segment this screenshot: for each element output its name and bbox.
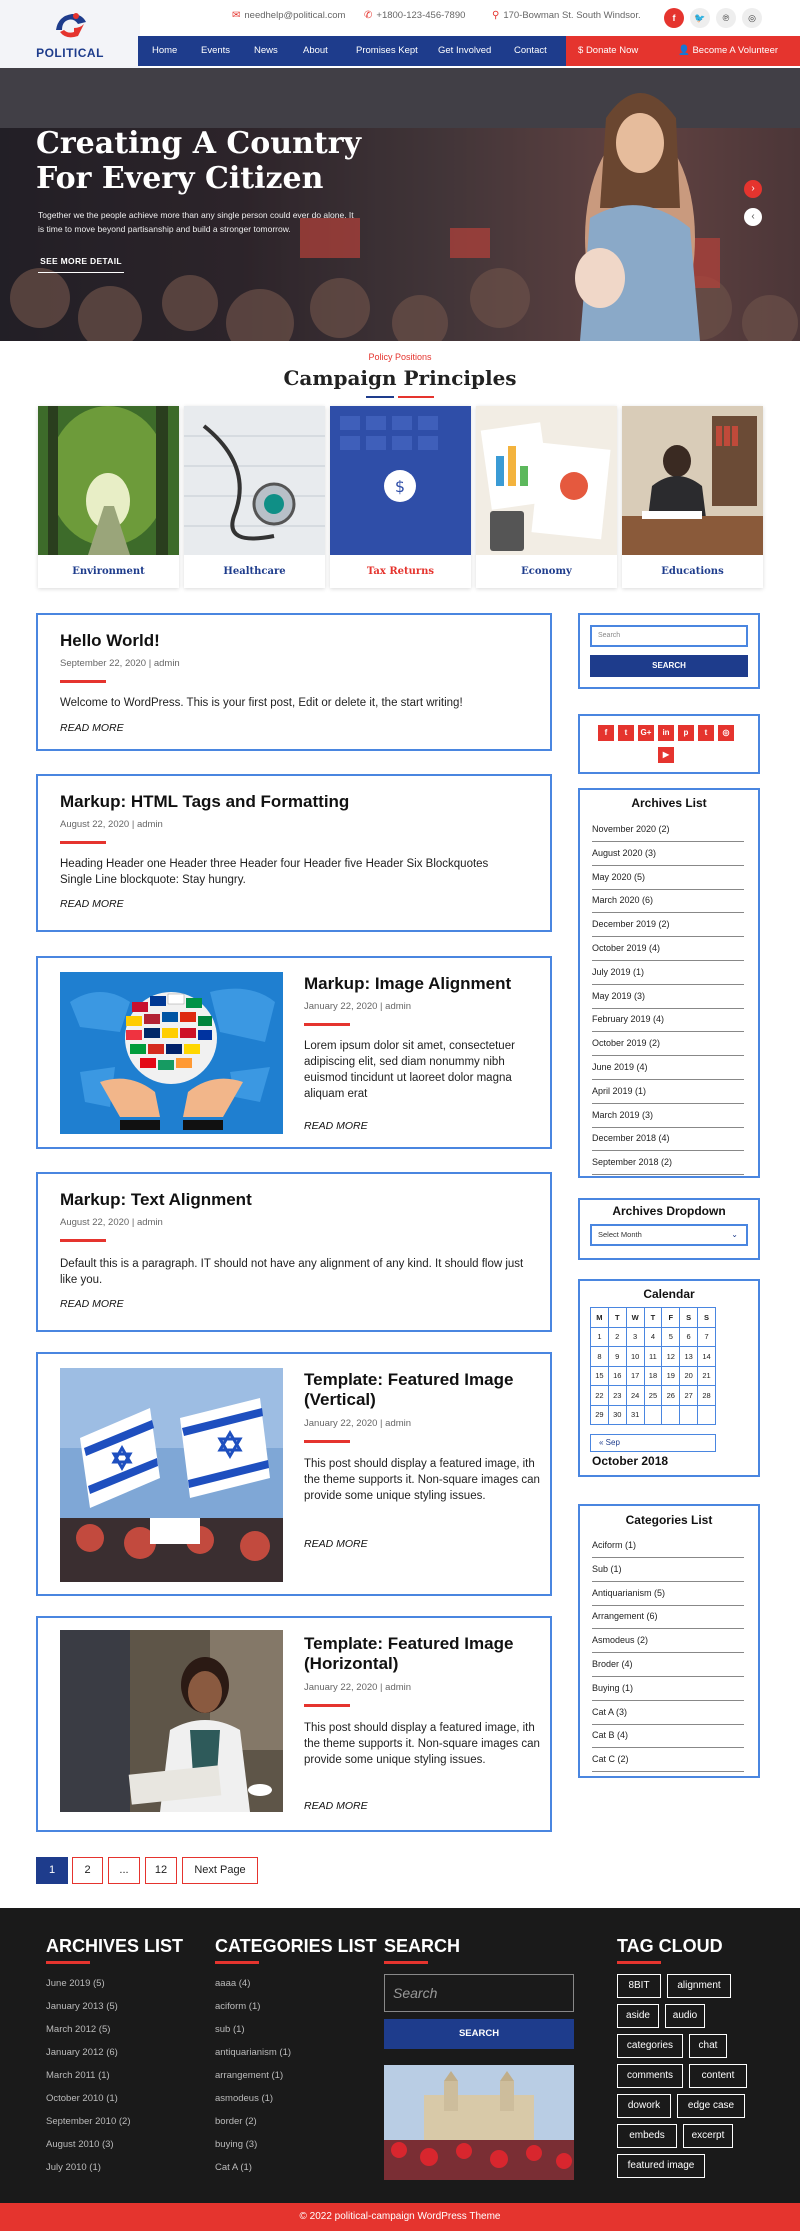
calendar-day: 27 <box>680 1386 698 1406</box>
footer-category-link[interactable]: antiquarianism (1) <box>215 2047 292 2058</box>
principle-card-tax-returns[interactable] <box>330 406 471 588</box>
category-item[interactable]: Broder (4) <box>592 1653 744 1677</box>
archives-widget <box>578 788 760 1178</box>
calendar-day: 14 <box>698 1347 716 1367</box>
search-widget <box>578 613 760 689</box>
calendar-day: 11 <box>644 1347 662 1367</box>
archive-item[interactable]: August 2020 (3) <box>592 842 744 866</box>
page-ellipsis: ... <box>108 1857 140 1884</box>
volunteer-button[interactable] <box>678 36 778 66</box>
footer-categories-title: CATEGORIES LIST <box>215 1936 377 1956</box>
footer-archive-link[interactable]: January 2012 (6) <box>46 2047 118 2058</box>
category-item[interactable]: Asmodeus (2) <box>592 1629 744 1653</box>
nav-promises-kept[interactable]: Promises Kept <box>356 45 418 56</box>
footer-divider <box>617 1961 661 1964</box>
title-divider <box>366 396 434 398</box>
hero-title <box>36 126 376 196</box>
post-image-globe[interactable] <box>60 972 283 1134</box>
archive-item[interactable]: July 2019 (1) <box>592 961 744 985</box>
tag-link[interactable]: embeds <box>617 2124 677 2148</box>
calendar-table <box>590 1307 716 1425</box>
footer-archive-link[interactable]: March 2012 (5) <box>46 2024 111 2035</box>
phone-icon: ✆ <box>364 10 373 21</box>
calendar-day: 19 <box>662 1366 680 1386</box>
calendar-day: 21 <box>698 1366 716 1386</box>
google-plus-icon[interactable]: G+ <box>638 725 654 741</box>
social-widget <box>578 714 760 774</box>
pinterest-icon[interactable]: p <box>678 725 694 741</box>
calendar-weekday: S <box>698 1308 716 1328</box>
svg-text:$: $ <box>394 477 406 496</box>
dollar-icon: $ <box>578 45 586 56</box>
slider-prev-icon[interactable]: ‹ <box>744 208 762 226</box>
calendar-day: 28 <box>698 1386 716 1406</box>
linkedin-icon[interactable]: in <box>658 725 674 741</box>
archive-item[interactable]: April 2019 (1) <box>592 1080 744 1104</box>
footer-archive-link[interactable]: October 2010 (1) <box>46 2093 118 2104</box>
calendar-day: 3 <box>626 1327 644 1347</box>
calendar-day: 23 <box>608 1386 626 1406</box>
tag-link[interactable]: categories <box>617 2034 683 2058</box>
tag-link[interactable]: featured image <box>617 2154 705 2178</box>
email-text: needhelp@political.com <box>244 10 346 21</box>
footer-rally-image <box>384 2065 574 2180</box>
site-footer <box>0 1908 800 2203</box>
post-divider <box>60 841 106 844</box>
location-icon: ⚲ <box>492 10 500 21</box>
logo-text: POLITICAL <box>36 46 104 60</box>
nav-contact[interactable]: Contact <box>514 45 547 56</box>
tag-link[interactable]: alignment <box>667 1974 731 1998</box>
categories-widget <box>578 1504 760 1778</box>
calendar-caption: October 2018 <box>592 1454 669 1468</box>
archive-item[interactable]: September 2018 (2) <box>592 1151 744 1175</box>
footer-category-link[interactable]: aciform (1) <box>215 2001 261 2012</box>
archive-item[interactable]: May 2020 (5) <box>592 866 744 890</box>
post-card <box>36 1172 552 1332</box>
calendar-day: 30 <box>608 1405 626 1425</box>
calendar-day: 13 <box>680 1347 698 1367</box>
footer-category-link[interactable]: aaaa (4) <box>215 1978 251 1989</box>
tag-link[interactable]: dowork <box>617 2094 671 2118</box>
calendar-weekday: W <box>626 1308 644 1328</box>
calendar-day: 24 <box>626 1386 644 1406</box>
nav-about[interactable]: About <box>303 45 328 56</box>
footer-archive-link[interactable]: September 2010 (2) <box>46 2116 131 2127</box>
calendar-day: 29 <box>591 1405 609 1425</box>
calendar-day <box>644 1405 662 1425</box>
tag-link[interactable]: content <box>689 2064 747 2088</box>
sidebar-search-button[interactable]: SEARCH <box>590 655 748 677</box>
principle-card-economy[interactable] <box>476 406 617 588</box>
next-page-button[interactable]: Next Page <box>182 1857 258 1884</box>
post-title[interactable]: Markup: Text Alignment <box>60 1190 252 1209</box>
donate-button[interactable] <box>578 36 638 66</box>
cta-bar <box>566 36 800 66</box>
hero-slider <box>0 68 800 341</box>
calendar-day: 20 <box>680 1366 698 1386</box>
calendar-day: 15 <box>591 1366 609 1386</box>
principle-card-environment[interactable] <box>38 406 179 588</box>
calendar-weekday: F <box>662 1308 680 1328</box>
post-excerpt: This post should display a featured image, ith the theme supports it. Non-square images can provide some unique styling issues. <box>304 1722 540 1766</box>
footer-search-title: SEARCH <box>384 1936 461 1956</box>
principles-title: Campaign Principles <box>283 366 517 390</box>
calendar-day: 9 <box>608 1347 626 1367</box>
post-excerpt: Lorem ipsum dolor sit amet, consectetuer adipiscing elit, sed diam nonummy nibh euismod tincidunt ut laoreet dolor magna aliquam erat <box>304 1040 515 1100</box>
calendar-weekday: T <box>608 1308 626 1328</box>
calendar-weekday: S <box>680 1308 698 1328</box>
category-item[interactable]: Buying (1) <box>592 1677 744 1701</box>
calendar-prev-link[interactable]: « Sep <box>590 1434 716 1452</box>
tag-link[interactable]: edge case <box>677 2094 745 2118</box>
tag-link[interactable]: excerpt <box>683 2124 733 2148</box>
post-divider <box>304 1023 350 1026</box>
logo-mark-icon <box>52 10 88 42</box>
card-label: Healthcare <box>223 566 286 577</box>
post-divider <box>304 1440 350 1443</box>
calendar-day: 6 <box>680 1327 698 1347</box>
month-select-value: Select Month <box>598 1230 642 1239</box>
read-more-link[interactable]: READ MORE <box>60 898 124 910</box>
post-image-flags[interactable] <box>60 1368 283 1582</box>
footer-divider <box>46 1961 90 1964</box>
category-item[interactable]: Arrangement (6) <box>592 1605 744 1629</box>
principle-card-healthcare[interactable] <box>184 406 325 588</box>
footer-category-link[interactable]: sub (1) <box>215 2024 245 2035</box>
phone-text: +1800-123-456-7890 <box>376 10 466 21</box>
footer-archives-title: ARCHIVES LIST <box>46 1936 184 1956</box>
footer-divider <box>215 1961 259 1964</box>
principles-kicker: Policy Positions <box>368 352 432 362</box>
instagram-icon[interactable]: ◎ <box>718 725 734 741</box>
calendar-day: 31 <box>626 1405 644 1425</box>
pinterest-icon[interactable]: ℗ <box>716 8 736 28</box>
address-text: 170-Bowman St. South Windsor. <box>503 10 641 21</box>
page-12[interactable]: 12 <box>145 1857 177 1884</box>
post-excerpt: Heading Header one Header three Header four Header five Header Six Blockquotes Single Line blockquote: Stay hungry. <box>60 858 489 886</box>
twitter-icon[interactable]: 🐦 <box>690 8 710 28</box>
calendar-day: 25 <box>644 1386 662 1406</box>
card-label: Economy <box>521 566 572 577</box>
economy-image <box>476 406 617 555</box>
page-1[interactable]: 1 <box>36 1857 68 1884</box>
tag-link[interactable]: comments <box>617 2064 683 2088</box>
educations-image <box>622 406 763 555</box>
nav-news[interactable]: News <box>254 45 278 56</box>
calendar-day: 5 <box>662 1327 680 1347</box>
calendar-weekday: M <box>591 1308 609 1328</box>
nav-events[interactable]: Events <box>201 45 231 56</box>
post-excerpt: This post should display a featured image, ith the theme supports it. Non-square images can provide some unique styling issues. <box>304 1458 540 1502</box>
footer-archive-link[interactable]: August 2010 (3) <box>46 2139 114 2150</box>
facebook-icon[interactable]: f <box>598 725 614 741</box>
card-label: Tax Returns <box>366 566 435 577</box>
post-meta: January 22, 2020 | admin <box>304 1418 412 1429</box>
post-excerpt: Welcome to WordPress. This is your first post, Edit or delete it, the start writing! <box>60 697 463 709</box>
categories-title: Categories List <box>625 1513 713 1527</box>
post-divider <box>60 680 106 683</box>
calendar-weekday: T <box>644 1308 662 1328</box>
calendar-day: 10 <box>626 1347 644 1367</box>
calendar-title: Calendar <box>643 1287 695 1301</box>
nav-get-involved[interactable]: Get Involved <box>438 45 492 56</box>
card-label: Educations <box>661 566 724 577</box>
read-more-link[interactable]: READ MORE <box>304 1120 368 1132</box>
chevron-down-icon: ⌄ <box>731 1230 738 1239</box>
mail-icon: ✉ <box>232 10 241 21</box>
tumblr-icon[interactable]: t <box>698 725 714 741</box>
post-meta: January 22, 2020 | admin <box>304 1682 412 1693</box>
footer-archive-link[interactable]: June 2019 (5) <box>46 1978 105 1989</box>
card-label: Environment <box>72 566 145 577</box>
post-title[interactable]: Markup: HTML Tags and Formatting <box>60 792 350 811</box>
footer-divider <box>384 1961 428 1964</box>
dropdown-title: Archives Dropdown <box>612 1204 726 1218</box>
calendar-day: 7 <box>698 1327 716 1347</box>
hero-subtitle: Together we the people achieve more than any single person could ever do alone. It is time to move beyond partisanship and build a stronger tomorrow. <box>38 210 354 234</box>
category-item[interactable]: Cat A (3) <box>592 1701 744 1725</box>
instagram-icon[interactable]: ◎ <box>742 8 762 28</box>
environment-image <box>38 406 179 555</box>
category-item[interactable]: Sub (1) <box>592 1558 744 1582</box>
page-2[interactable]: 2 <box>72 1857 103 1884</box>
footer-archive-link[interactable]: January 2013 (5) <box>46 2001 118 2012</box>
calendar-day: 16 <box>608 1366 626 1386</box>
calendar-day: 18 <box>644 1366 662 1386</box>
calendar-day: 1 <box>591 1327 609 1347</box>
tag-link[interactable]: chat <box>689 2034 727 2058</box>
archives-title: Archives List <box>631 796 707 810</box>
youtube-icon[interactable]: ▶ <box>658 747 674 763</box>
calendar-day: 12 <box>662 1347 680 1367</box>
logo[interactable] <box>0 0 140 68</box>
principle-card-educations[interactable] <box>622 406 763 588</box>
footer-search-button[interactable]: SEARCH <box>384 2019 574 2049</box>
healthcare-image <box>184 406 325 555</box>
category-item[interactable]: Aciform (1) <box>592 1534 744 1558</box>
archive-item[interactable]: November 2020 (2) <box>592 818 744 842</box>
calendar-day: 22 <box>591 1386 609 1406</box>
calendar-day: 8 <box>591 1347 609 1367</box>
sidebar-search-input[interactable]: Search <box>590 625 748 647</box>
calendar-widget <box>578 1279 760 1477</box>
tag-link[interactable]: 8BIT <box>617 1974 661 1998</box>
footer-archive-link[interactable]: July 2010 (1) <box>46 2162 101 2173</box>
archive-item[interactable]: February 2019 (4) <box>592 1008 744 1032</box>
archive-item[interactable]: October 2019 (4) <box>592 937 744 961</box>
read-more-link[interactable]: READ MORE <box>304 1538 368 1550</box>
footer-archive-link[interactable]: March 2011 (1) <box>46 2070 110 2081</box>
footer-category-link[interactable]: buying (3) <box>215 2139 258 2150</box>
post-card <box>36 956 552 1149</box>
tag-link[interactable]: aside <box>617 2004 659 2028</box>
footer-search-input[interactable]: Search <box>384 1974 574 2012</box>
copyright-bar: © 2022 political-campaign WordPress Theme <box>0 2203 800 2231</box>
calendar-day: 17 <box>626 1366 644 1386</box>
hero-title-line2: For Every Citizen <box>36 161 324 196</box>
post-title[interactable]: Markup: Image Alignment <box>304 974 512 993</box>
post-divider <box>60 1239 106 1242</box>
read-more-link[interactable]: READ MORE <box>304 1800 368 1812</box>
footer-category-link[interactable]: asmodeus (1) <box>215 2093 274 2104</box>
post-divider <box>304 1704 350 1707</box>
month-select[interactable] <box>590 1224 748 1246</box>
post-meta: January 22, 2020 | admin <box>304 1001 412 1012</box>
post-card <box>36 1616 552 1832</box>
facebook-icon[interactable]: f <box>664 8 684 28</box>
post-title[interactable]: Template: Featured Image (Vertical) <box>304 1370 514 1409</box>
main-nav <box>138 36 566 66</box>
post-title[interactable]: Template: Featured Image (Horizontal) <box>304 1634 514 1673</box>
footer-category-link[interactable]: arrangement (1) <box>215 2070 284 2081</box>
archive-item[interactable]: October 2019 (2) <box>592 1032 744 1056</box>
post-excerpt: Default this is a paragraph. IT should not have any alignment of any kind. It should flow just like you. <box>60 1258 524 1286</box>
contact-email[interactable] <box>232 10 345 21</box>
archive-item[interactable]: December 2019 (2) <box>592 913 744 937</box>
archive-item[interactable]: December 2018 (4) <box>592 1127 744 1151</box>
contact-phone[interactable] <box>364 10 465 21</box>
post-meta: August 22, 2020 | admin <box>60 819 163 830</box>
post-meta: August 22, 2020 | admin <box>60 1217 163 1228</box>
footer-category-link[interactable]: Cat A (1) <box>215 2162 252 2173</box>
archives-dropdown-widget <box>578 1198 760 1260</box>
contact-address <box>492 10 641 21</box>
volunteer-label: Become A Volunteer <box>692 45 779 56</box>
see-more-detail-button[interactable]: SEE MORE DETAIL <box>38 251 124 273</box>
archive-item[interactable]: May 2019 (3) <box>592 985 744 1009</box>
hero-background-image <box>0 68 800 341</box>
calendar-day: 26 <box>662 1386 680 1406</box>
post-card <box>36 1352 552 1596</box>
donate-label: Donate Now <box>585 45 639 56</box>
post-meta: September 22, 2020 | admin <box>60 658 180 669</box>
nav-home[interactable]: Home <box>152 45 178 56</box>
post-title[interactable]: Hello World! <box>60 631 160 650</box>
post-card <box>36 613 552 751</box>
calendar-day <box>662 1405 680 1425</box>
calendar-day: 4 <box>644 1327 662 1347</box>
slider-next-icon[interactable]: › <box>744 180 762 198</box>
post-card <box>36 774 552 932</box>
hero-title-line1: Creating A Country <box>36 126 362 161</box>
category-item[interactable]: Cat B (4) <box>592 1724 744 1748</box>
calendar-day <box>680 1405 698 1425</box>
tax-returns-image <box>330 406 471 555</box>
category-item[interactable]: Cat C (2) <box>592 1748 744 1772</box>
archive-item[interactable]: June 2019 (4) <box>592 1056 744 1080</box>
twitter-icon[interactable]: t <box>618 725 634 741</box>
read-more-link[interactable]: READ MORE <box>60 722 124 734</box>
footer-category-link[interactable]: border (2) <box>215 2116 257 2127</box>
tag-link[interactable]: audio <box>665 2004 705 2028</box>
footer-tags-title: TAG CLOUD <box>617 1936 723 1956</box>
category-item[interactable]: Antiquarianism (5) <box>592 1582 744 1606</box>
read-more-link[interactable]: READ MORE <box>60 1298 124 1310</box>
calendar-day: 2 <box>608 1327 626 1347</box>
archive-item[interactable]: March 2020 (6) <box>592 889 744 913</box>
site-header <box>0 0 800 70</box>
archive-item[interactable]: March 2019 (3) <box>592 1104 744 1128</box>
calendar-day <box>698 1405 716 1425</box>
user-icon: 👤 <box>678 45 693 56</box>
post-image-woman[interactable] <box>60 1630 283 1812</box>
